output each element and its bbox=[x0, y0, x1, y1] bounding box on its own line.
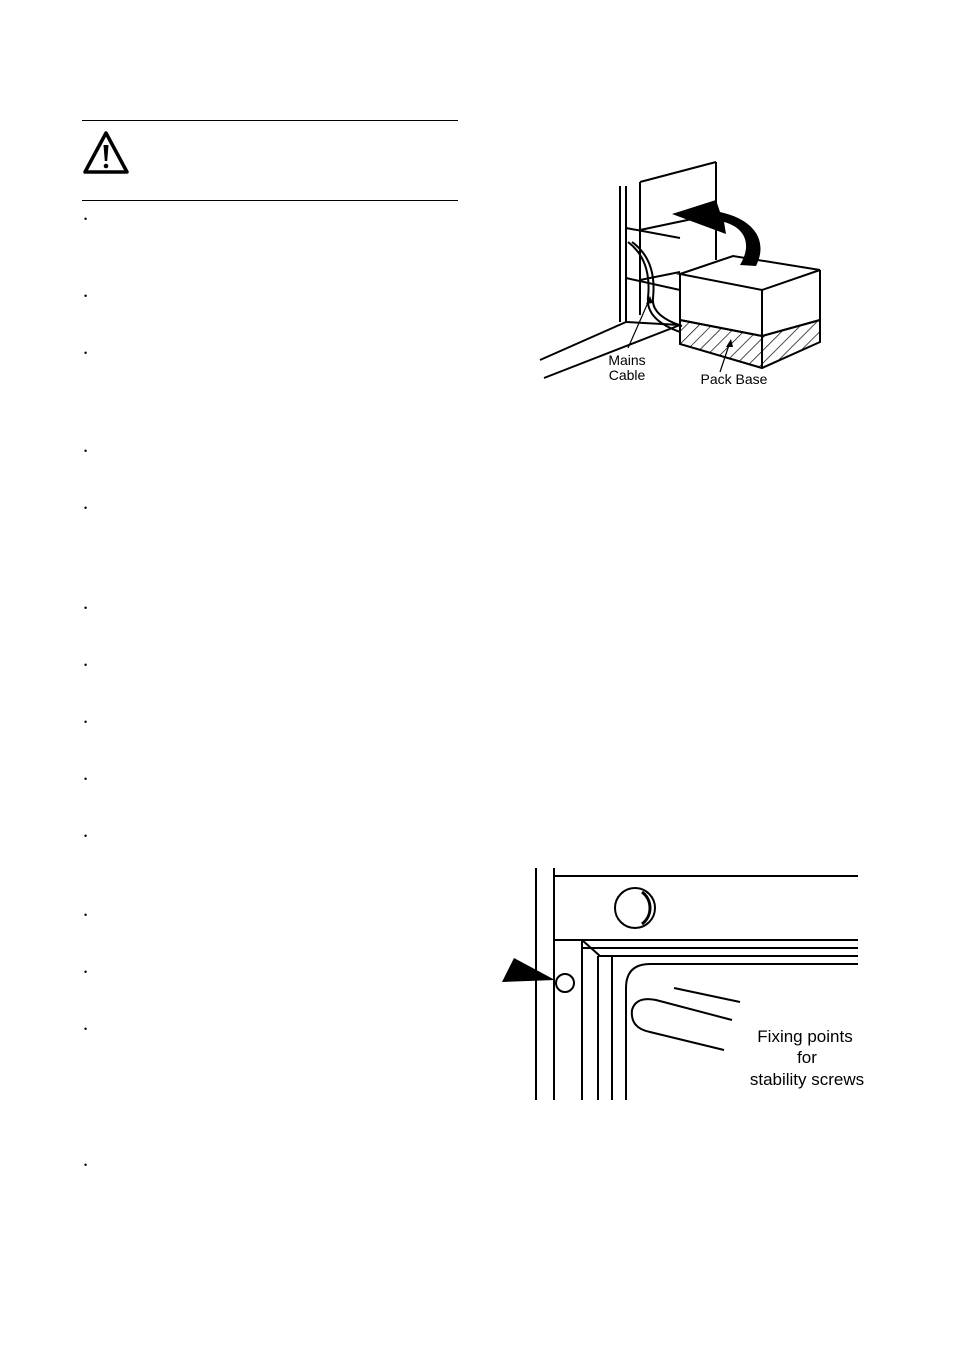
top-rule bbox=[82, 120, 458, 121]
bullet-marker: • bbox=[84, 214, 88, 224]
bullet-marker: • bbox=[84, 910, 88, 920]
fixing-points-label-line2: for bbox=[797, 1048, 817, 1067]
bullet-marker: • bbox=[84, 717, 88, 727]
pack-base-illustration bbox=[530, 150, 830, 395]
bullet-marker: • bbox=[84, 348, 88, 358]
fixing-points-label-line1: Fixing points bbox=[757, 1027, 853, 1046]
bullet-marker: • bbox=[84, 291, 88, 301]
fixing-points-illustration bbox=[500, 860, 880, 1105]
bullet-marker: • bbox=[84, 1024, 88, 1034]
bullet-marker: • bbox=[84, 1160, 88, 1170]
pack-base-label: Pack Base bbox=[700, 371, 768, 387]
bullet-marker: • bbox=[84, 831, 88, 841]
bullet-marker: • bbox=[84, 774, 88, 784]
bullet-marker: • bbox=[84, 503, 88, 513]
bullet-marker: • bbox=[84, 967, 88, 977]
fixing-points-label-line3: stability screws bbox=[749, 1070, 865, 1089]
warning-triangle-icon bbox=[82, 130, 130, 176]
mains-cable-label-line1: Mains bbox=[608, 352, 646, 368]
mains-cable-label-line2: Cable bbox=[608, 367, 646, 383]
bottom-rule bbox=[82, 200, 458, 201]
bullet-marker: • bbox=[84, 446, 88, 456]
bullet-marker: • bbox=[84, 660, 88, 670]
bullet-marker: • bbox=[84, 603, 88, 613]
